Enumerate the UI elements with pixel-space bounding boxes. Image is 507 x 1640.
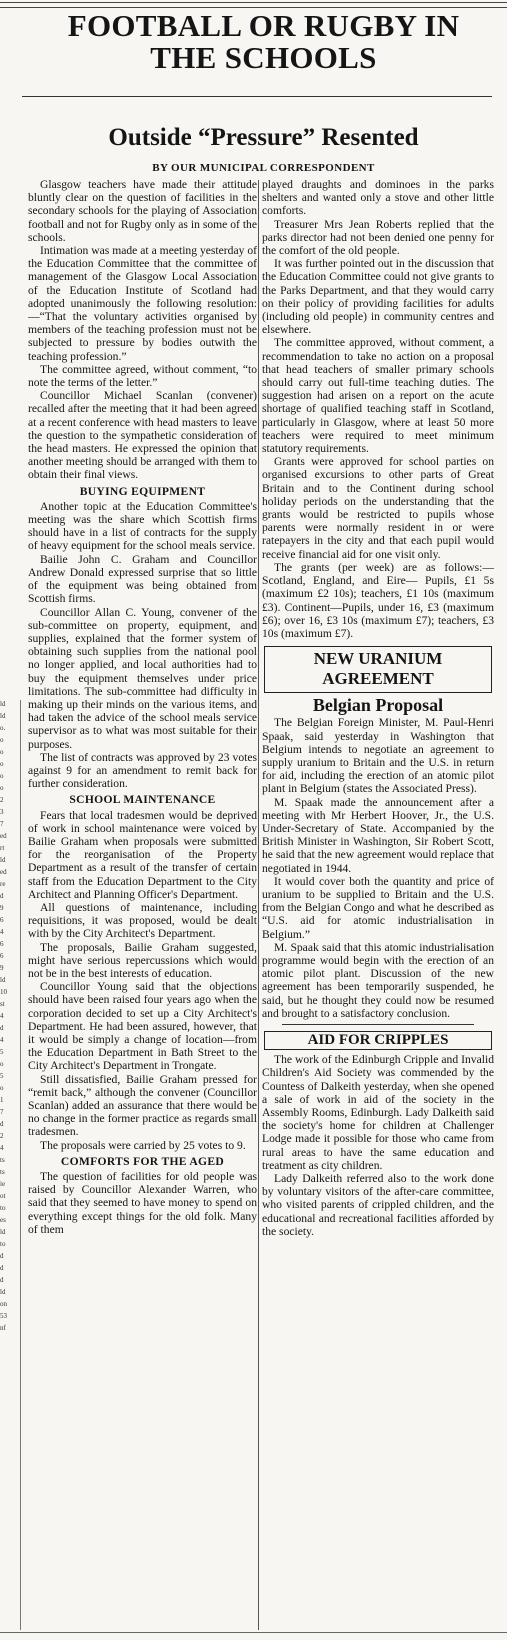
buying-paragraphs [28,500,257,790]
paragraph: Bailie John C. Graham and Councillor Andrew Donald expressed surprise that so little of the equipment was being obtained from Scottish firms. [28,552,257,606]
headline-rule [22,96,492,97]
paragraph: The list of contracts was approved by 23 votes against 9 for an amendment to remit back for further consideration. [28,750,257,791]
margin-fragment: o. [0,724,6,732]
margin-fragment: to [0,1240,6,1248]
paragraph: All questions of maintenance, including requisitions, it was proposed, would be dealt with by the City Architect's Department. [28,900,257,941]
uranium-headline-line-2: AGREEMENT [322,669,434,689]
margin-fragment: o [0,736,4,744]
paragraph: The work of the Edinburgh Cripple and Invalid Children's Aid Society was commended by the Countess of Dalkeith yesterday, when she opened a sale of work in aid of the society in the Assembly Rooms, Edinburgh. Lady Dalkeith said the society's home for children at Challenger Lodge made it possible for those who came from rural areas to have the same education and treatment as city children. [262,1053,494,1172]
margin-fragment: nf [0,1324,6,1332]
paragraph: It would cover both the quantity and price of uranium to be supplied to Britain and the U.S. from the Belgian Congo and what he described as “U.S. aid for atomic industrialisation in Belgium.” [262,874,494,941]
paragraph: It was further pointed out in the discussion that the Education Committee could not give grants to the Parks Department, and that they would carry on their policy of providing facilities for adults (including old people) in community centres and elsewhere. [262,257,494,337]
margin-fragment: 1 [0,1096,4,1104]
paragraph: Councillor Young said that the objections should have been raised four years ago when the corporation decided to set up a City Architect's Department. He had been assured, however, that it would be simply a change of location—from the Education Department in Bath Street to the City Architect's Department in Trongate. [28,980,257,1073]
margin-fragment: ts [0,1168,5,1176]
paragraph: Another topic at the Education Committee's meeting was the share which Scottish firms should have in a list of contracts for the supply of heavy equipment for the school meals service. [28,499,257,553]
margin-fragment: 2 [0,1132,4,1140]
margin-divider [20,700,21,1630]
uranium-headline-box [264,646,492,693]
paragraph: The proposals, Bailie Graham suggested, might have serious repercussions which would not be in the best interests of education. [28,940,257,980]
margin-fragment: o [0,760,4,768]
headline [20,10,507,74]
paragraph: The Belgian Foreign Minister, M. Paul-Henri Spaak, said yesterday in Washington that Belgium intends to negotiate an agreement to supply uranium to Britain and the U.S. in return for aid, including the erection of an atomic pilot plant in Belgium (states the Associated Press). [262,716,494,796]
margin-fragment: d [0,1252,4,1260]
maintenance-paragraphs [28,809,257,1152]
paragraph: Councillor Allan C. Young, convener of the sub-committee on property, equipment, and supplies, explained that the former system of obtaining such supplies from the national pool no longer applied, and local authorities had to buy the equipment themselves under price limitations. The sub-committee had difficulty in making up their minds on the various items, and had taken the advice of the school meals service supervisor as to what was most suitable for their purposes. [28,605,257,751]
paragraph: The committee agreed, without comment, “to note the terms of the letter.” [28,362,257,390]
section-heading-school-maintenance: SCHOOL MAINTENANCE [69,793,216,807]
margin-fragment: ed [0,868,7,876]
column-divider [258,180,259,1630]
cripples-headline: AID FOR CRIPPLES [264,1031,492,1050]
margin-fragment: 3 [0,808,4,816]
margin-fragment: ld [0,856,6,864]
margin-fragment: ld [0,1228,6,1236]
margin-fragment: o [0,784,4,792]
margin-fragment: ld [0,700,6,708]
paragraph: Intimation was made at a meeting yesterday of the Education Committee that the committee of management of the Glasgow Local Association of the Education Institute of Scotland had adopted unanimously the following resolution:—“That the voluntary activities organised by members of the teaching profession must not be subjected to pressure by bodies outwith the teaching profession.” [28,244,257,363]
margin-fragment: 6 [0,916,4,924]
section-heading-comforts-for-the-aged: COMFORTS FOR THE AGED [60,1154,225,1168]
subheadline: Outside “Pressure” Resented [108,124,419,151]
margin-fragment: 10 [0,988,7,996]
aged-paragraphs [28,1170,257,1236]
byline: BY OUR MUNICIPAL CORRESPONDENT [152,162,375,174]
uranium-headline-line-1: NEW URANIUM [313,649,443,669]
margin-fragment: es [0,1216,6,1224]
paragraph: played draughts and dominoes in the parks shelters and wanted only a stove and other little comforts. [262,178,494,218]
paragraph: The grants (per week) are as follows:—Scotland, England, and Eire— Pupils, £1 5s (maximum £2 10s); teachers, £1 10s (maximum £3). Continent—Pupils, under 16, £3 (maximum £6); over 16, £3 10s (maximum £7); teachers, £3 10s (maximum £7). [262,560,494,640]
margin-fragment: d [0,1120,4,1128]
paragraph: Treasurer Mrs Jean Roberts replied that the parks director had not been denied one penny for the comfort of the old people. [262,217,494,258]
margin-fragment: d [0,892,4,900]
paragraph: Glasgow teachers have made their attitude bluntly clear on the question of facilities in the secondary schools for the playing of Association football and not for Rugby only as in some of the schools. [28,178,257,244]
margin-fragment: o [0,772,4,780]
margin-fragment: 4 [0,1036,4,1044]
margin-fragment: 7 [0,1108,4,1116]
article-separator [282,1024,474,1025]
margin-fragment: 7 [0,820,4,828]
paragraph: Councillor Michael Scanlan (convener) recalled after the meeting that it had been agreed at a recent conference with head masters to leave the question to the sympathetic consideration of the head masters. He expressed the opinion that another meeting should be arranged with them to obtain their final views. [28,389,257,482]
margin-fragment: ts [0,1156,5,1164]
margin-fragment: 4 [0,928,4,936]
margin-fragment: 5 [0,1048,4,1056]
headline-line-1: FOOTBALL OR RUGBY IN [67,8,460,43]
margin-fragment: ld [0,1288,6,1296]
uranium-subheadline: Belgian Proposal [312,695,444,716]
paragraph: The proposals were carried by 25 votes to 9. [40,1138,246,1152]
paragraph: Lady Dalkeith referred also to the work done by voluntary visitors of the after-care committee, who visited parents of crippled children, and the educational and recreational facilities afforded by the society. [262,1172,494,1238]
paragraph: Grants were approved for school parties on organised excursions to other parts of Great Britain and to the Continent during school holiday periods on the understanding that the grants would be restricted to pupils whose parents were normally resident in or were ratepayers in the city and that each pupil would receive financial aid for one visit only. [262,455,494,561]
margin-fragment: ld [0,712,6,720]
margin-fragment: ld [0,976,6,984]
paragraph: Fears that local tradesmen would be deprived of work in school maintenance were voiced by Bailie Graham when proposals were submitted for the reorganisation of the Property Department as a result of the transfer of certain staff from the Education Department to the City Architect and Planning Officer's Department. [28,808,257,901]
intro-paragraphs [28,178,257,482]
margin-fragment: re [0,880,6,888]
paragraph: The committee approved, without comment, a recommendation to take no action on a proposal that head teachers of smaller primary schools should carry out full-time teaching duties. The suggestion had arisen on a report on the acute shortage of qualified teaching staff in Scotland, particularly in Glasgow, where at least 50 more teachers were required to meet minimum statutory requirements. [262,336,494,456]
margin-fragment: rt [0,844,5,852]
margin-fragment: 4 [0,1144,4,1152]
margin-fragment: 9 [0,904,4,912]
margin-fragment: d [0,1024,4,1032]
bottom-rule [0,1632,507,1633]
margin-fragments [0,700,20,1630]
margin-fragment: 6 [0,940,4,948]
right-column [262,178,494,1238]
margin-fragment: 9 [0,964,4,972]
margin-fragment: to [0,1204,6,1212]
margin-fragment: 2 [0,796,4,804]
margin-fragment: d [0,1276,4,1284]
left-column [28,178,257,1236]
cripples-paragraphs [262,1053,494,1238]
margin-fragment: ed [0,832,7,840]
margin-fragment: o [0,1084,4,1092]
margin-fragment: 5 [0,1072,4,1080]
paragraph: The question of facilities for old people was raised by Councillor Alexander Warren, who said that they seemed to have money to spend on everything except things for the old folk. Many of them [28,1170,257,1236]
margin-fragment: on [0,1300,7,1308]
margin-fragment: 53 [0,1312,7,1320]
margin-fragment: 6 [0,952,4,960]
margin-fragment: st [0,1000,5,1008]
margin-fragment: ot [0,1192,6,1200]
section-heading-buying-equipment: BUYING EQUIPMENT [79,484,206,498]
margin-fragment: ie [0,1180,6,1188]
margin-fragment: 4 [0,1012,4,1020]
uranium-paragraphs [262,716,494,1020]
margin-fragment: d [0,1264,4,1272]
paragraph: M. Spaak made the announcement after a meeting with Mr Herbert Hoover, Jr., the U.S. Under-Secretary of State. Accompanied by the British Minister in Washington, Sir Robert Scott, he said that the new agreement would replace that negotiated in 1944. [262,795,494,875]
margin-fragment: o [0,748,4,756]
continued-paragraphs [262,178,494,640]
headline-line-2: THE SCHOOLS [150,40,377,75]
margin-fragment: o [0,1060,4,1068]
paragraph: Still dissatisfied, Bailie Graham pressed for “remit back,” although the convener (Councillor Scanlan) added an assurance that there would be no change in the former practice as regards small tradesmen. [28,1072,257,1139]
paragraph: M. Spaak said that this atomic industrialisation programme would begin with the erection of an atomic pilot plant. Discussion of the new agreement has been temporarily suspended, he said, but he thought they could now be resumed and brought to a satisfactory conclusion. [262,940,494,1020]
